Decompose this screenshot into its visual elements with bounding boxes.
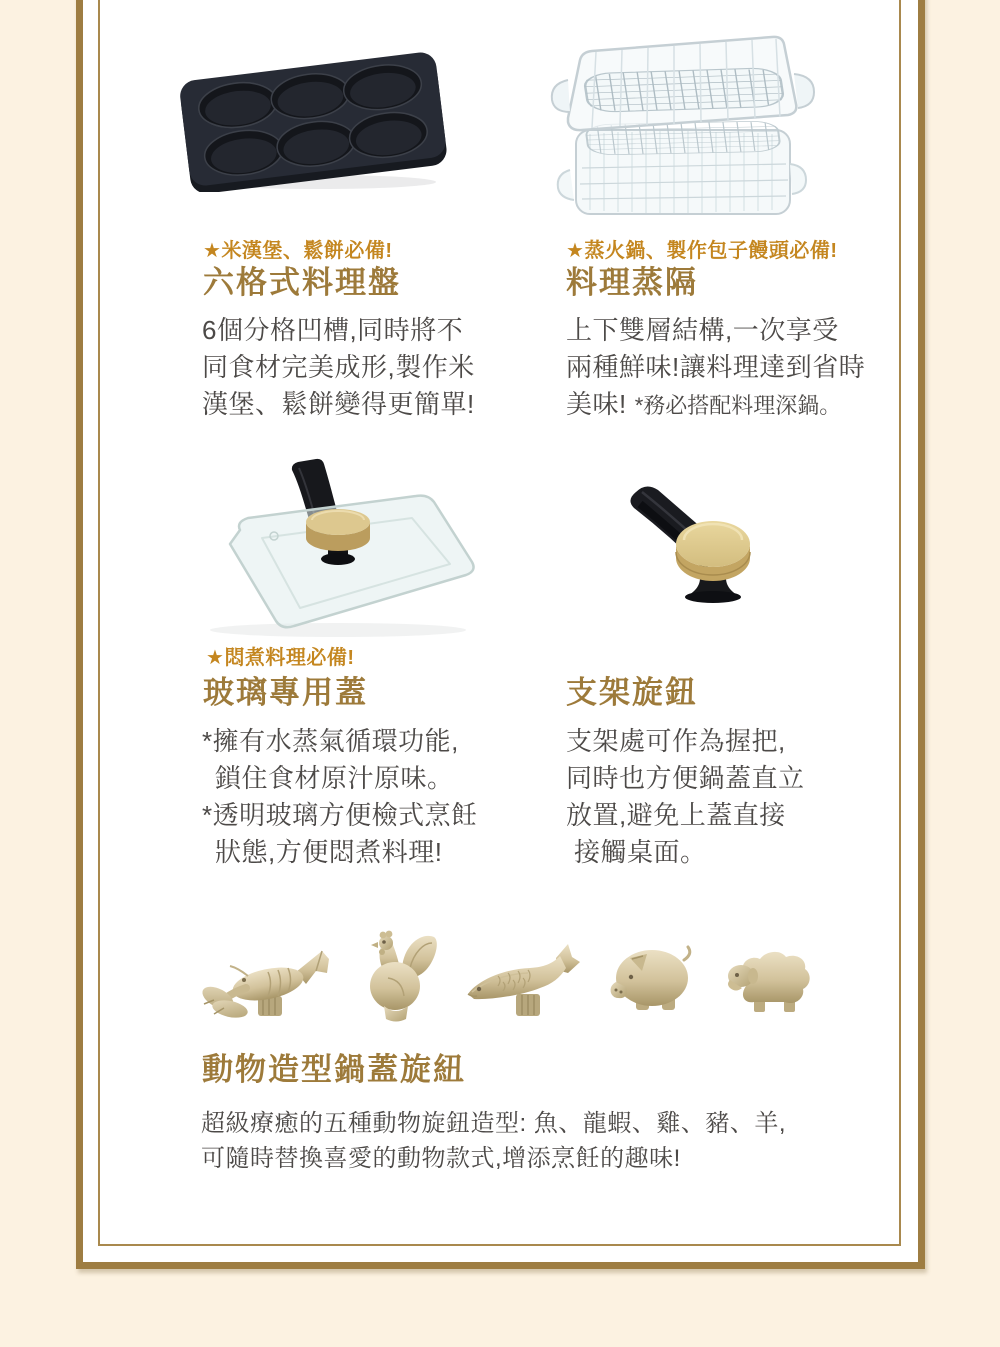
lid-tag-text: 悶煮料理必備!	[224, 647, 355, 669]
body-line: *擁有水蒸氣循環功能,	[202, 726, 459, 756]
knob-stand-description	[566, 723, 805, 871]
body-line: 放置,避免上蓋直接	[566, 800, 786, 830]
body-line: 6個分格凹槽,同時將不	[202, 315, 464, 345]
steamer-image	[538, 18, 826, 226]
body-line: 超級療癒的五種動物旋鈕造型: 魚、龍蝦、雞、豬、羊,	[201, 1110, 787, 1137]
six-cavity-plate-image	[168, 40, 458, 192]
steamer-tag	[566, 238, 838, 264]
body-line: *透明玻璃方便檢式烹飪	[202, 800, 478, 830]
lid-tag	[206, 645, 355, 671]
animal-knobs-title: 動物造型鍋蓋旋紐	[202, 1052, 466, 1087]
plate-tag	[203, 238, 393, 264]
body-line: 上下雙層結構,一次享受	[566, 315, 839, 345]
body-line: 同食材完美成形,製作米	[202, 352, 475, 382]
animal-knobs-description	[201, 1106, 786, 1176]
steamer-description	[566, 312, 865, 424]
star-icon: ★	[566, 240, 585, 262]
glass-lid-image	[178, 458, 480, 643]
steamer-tag-text: 蒸火鍋、製作包子饅頭必備!	[584, 240, 838, 262]
body-line: 支架處可作為握把,	[566, 726, 786, 756]
body-line: 美味! *務必搭配料理深鍋。	[566, 389, 842, 419]
star-icon: ★	[203, 240, 222, 262]
plate-title: 六格式料理盤	[203, 265, 401, 300]
body-line: 漢堡、鬆餅變得更簡單!	[202, 389, 475, 419]
knob-stand-title: 支架旋鈕	[566, 675, 698, 710]
lid-description	[202, 723, 478, 871]
stand-knob-image	[622, 482, 762, 604]
lid-title: 玻璃專用蓋	[203, 675, 368, 710]
pig-knob-image	[604, 944, 692, 1014]
plate-tag-text: 米漢堡、鬆餅必備!	[221, 240, 393, 262]
rooster-knob-image	[358, 930, 440, 1022]
body-line: 同時也方便鍋蓋直立	[566, 763, 805, 793]
body-line: 接觸桌面。	[574, 837, 707, 867]
fish-knob-image	[464, 942, 580, 1018]
body-line: 兩種鮮味!讓料理達到省時	[566, 352, 866, 382]
lobster-knob-image	[198, 948, 330, 1018]
star-icon: ★	[206, 647, 225, 669]
body-line: 狀態,方便悶煮料理!	[215, 837, 443, 867]
body-line: 可隨時替換喜愛的動物款式,增添烹飪的趣味!	[201, 1145, 681, 1172]
steamer-note: *務必搭配料理深鍋。	[634, 393, 842, 418]
steamer-title: 料理蒸隔	[566, 265, 698, 300]
plate-description	[202, 312, 475, 423]
body-line: 鎖住食材原汁原味。	[215, 763, 454, 793]
sheep-knob-image	[724, 948, 810, 1014]
